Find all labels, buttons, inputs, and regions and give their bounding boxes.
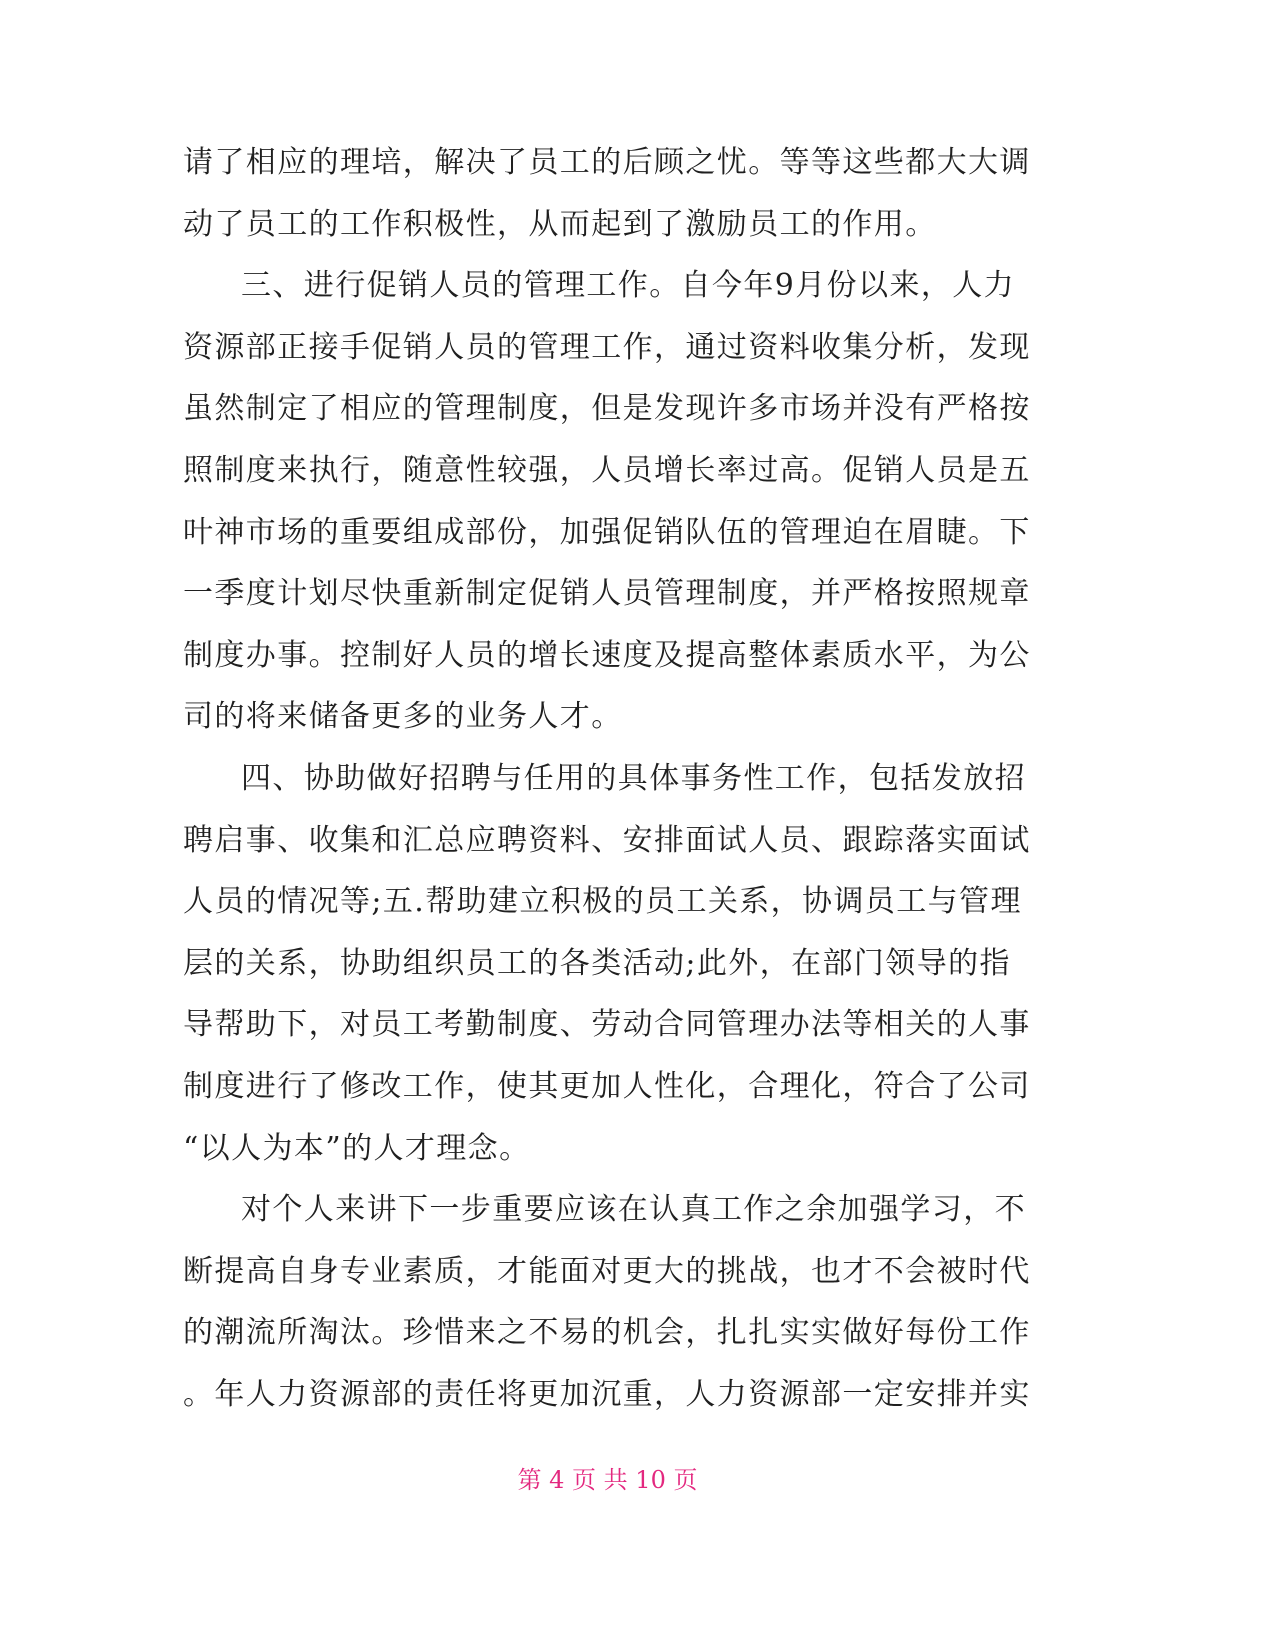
text-line: 制度进行了修改工作，使其更加人性化，合理化，符合了公司 <box>183 1068 1031 1104</box>
paragraph-start-line: 四、协助做好招聘与任用的具体事务性工作，包括发放招 <box>241 760 1026 796</box>
text-line: 虽然制定了相应的管理制度，但是发现许多市场并没有严格按 <box>183 391 1031 427</box>
text-line: 导帮助下，对员工考勤制度、劳动合同管理办法等相关的人事 <box>183 1007 1031 1043</box>
paragraph-start-line: 对个人来讲下一步重要应该在认真工作之余加强学习，不 <box>241 1192 1026 1228</box>
text-line: “以人为本”的人才理念。 <box>183 1130 531 1166</box>
text-line: 资源部正接手促销人员的管理工作，通过资料收集分析，发现 <box>183 329 1031 365</box>
text-line: 叶神市场的重要组成部份，加强促销队伍的管理迫在眉睫。下 <box>183 514 1031 550</box>
text-line: 请了相应的理培，解决了员工的后顾之忧。等等这些都大大调 <box>183 145 1031 180</box>
text-line: 制度办事。控制好人员的增长速度及提高整体素质水平，为公 <box>183 637 1031 673</box>
page-number-label: 第 4 页 共 10 页 <box>517 1466 698 1494</box>
text-line: 一季度计划尽快重新制定促销人员管理制度，并严格按照规章 <box>183 576 1031 612</box>
text-line: 的潮流所淘汰。珍惜来之不易的机会，扎扎实实做好每份工作 <box>183 1315 1031 1351</box>
page-footer <box>0 1465 1275 1495</box>
paragraph-start-line: 三、进行促销人员的管理工作。自今年9月份以来，人力 <box>241 268 1016 304</box>
text-line: 司的将来储备更多的业务人才。 <box>183 699 623 735</box>
text-line: 照制度来执行，随意性较强，人员增长率过高。促销人员是五 <box>183 452 1031 488</box>
text-line: 人员的情况等;五.帮助建立积极的员工关系，协调员工与管理 <box>183 884 1022 920</box>
text-line: 断提高自身专业素质，才能面对更大的挑战，也才不会被时代 <box>183 1253 1031 1289</box>
text-line: 动了员工的工作积极性，从而起到了激励员工的作用。 <box>183 206 937 242</box>
text-line: 聘启事、收集和汇总应聘资料、安排面试人员、跟踪落实面试 <box>183 822 1031 858</box>
document-body <box>183 132 1083 1425</box>
text-line: 层的关系，协助组织员工的各类活动;此外，在部门领导的指 <box>183 945 1011 981</box>
text-line: 。年人力资源部的责任将更加沉重，人力资源部一定安排并实 <box>183 1376 1031 1412</box>
